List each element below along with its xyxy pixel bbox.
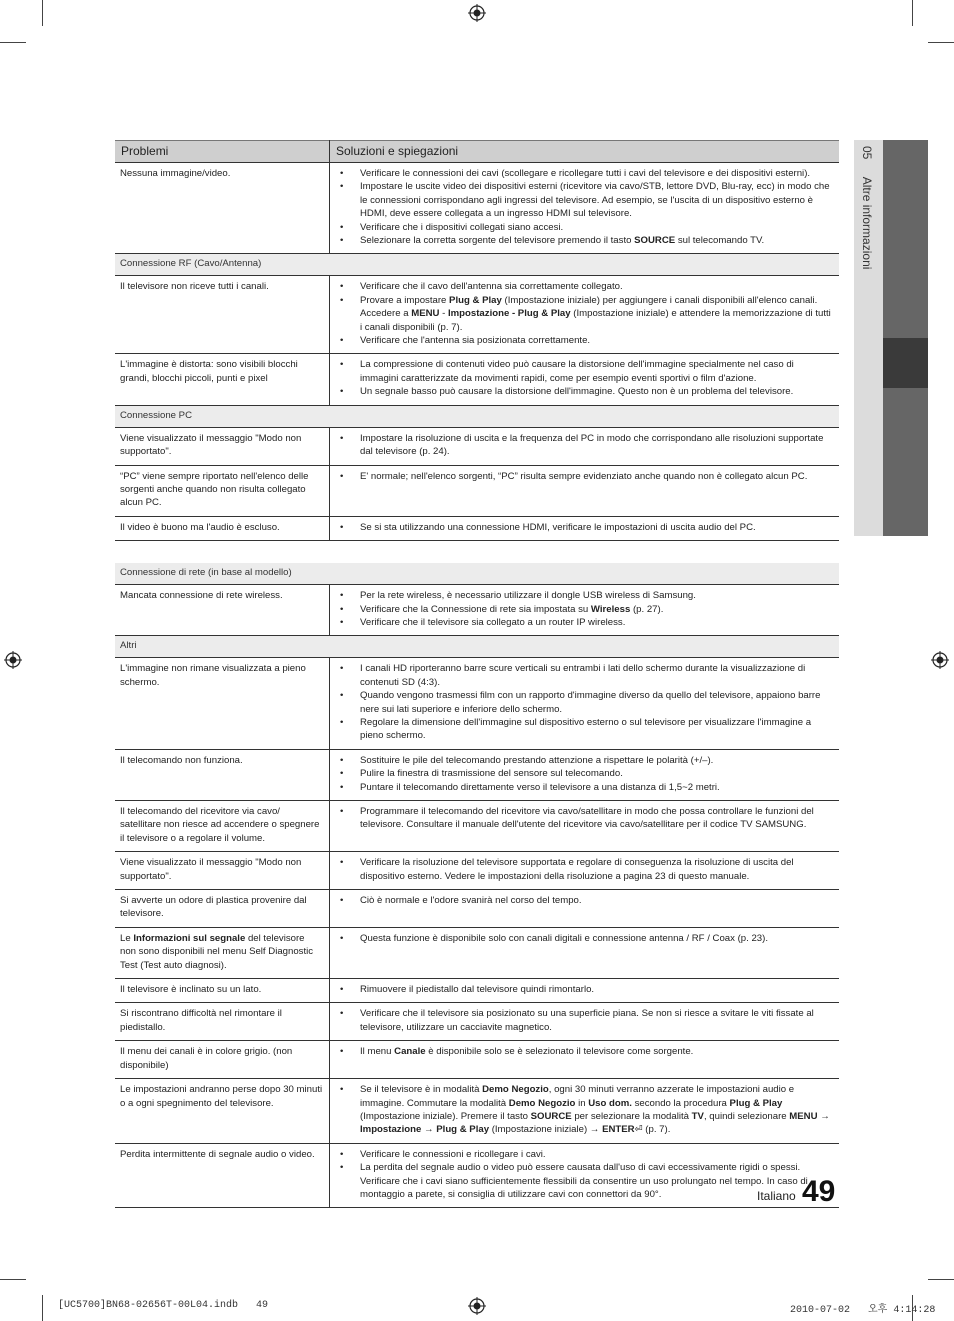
section-label: Connessione RF (Cavo/Antenna) xyxy=(115,254,839,276)
solution-list xyxy=(338,662,831,742)
solution-list xyxy=(338,521,831,534)
solution-text: Regolare la dimensione dell'immagine sul dispositivo esterno o sul televisore per visualizzare l'immagine a pieno schermo. xyxy=(360,716,812,742)
solution-item xyxy=(338,521,831,534)
bullet-icon: • xyxy=(340,590,344,602)
crop-mark xyxy=(928,1279,954,1280)
bullet-icon: • xyxy=(340,781,344,793)
problem-cell: Viene visualizzato il messaggio "Modo non supportato". xyxy=(115,427,330,465)
chapter-number: 05 xyxy=(860,146,874,160)
solution-item xyxy=(338,781,831,794)
problem-cell: Le Informazioni sul segnale del televisore non sono disponibili nel menu Self Diagnostic Test (Test auto diagnosi). xyxy=(115,927,330,978)
crop-mark xyxy=(42,0,43,26)
header-problems: Problemi xyxy=(115,141,330,163)
solution-list xyxy=(338,1083,831,1137)
solution-list xyxy=(338,805,831,832)
bullet-icon: • xyxy=(340,1084,344,1096)
problem-cell: Si avverte un odore di plastica provenire dal televisore. xyxy=(115,890,330,928)
solution-cell xyxy=(330,276,840,354)
table-row xyxy=(115,1143,839,1208)
bullet-icon: • xyxy=(340,690,344,702)
solution-item xyxy=(338,385,831,398)
bullet-icon: • xyxy=(340,663,344,675)
bullet-icon: • xyxy=(340,716,344,728)
solution-text: E' normale; nell'elenco sorgenti, “PC” risulta sempre evidenziato anche quando non è collegato alcun PC. xyxy=(360,470,808,482)
solution-text: Verificare che i dispositivi collegati siano accesi. xyxy=(360,221,564,233)
solution-text: Impostare la risoluzione di uscita e la frequenza del PC in modo che corrispondano alle risoluzioni supportate dal televisore (p. 24). xyxy=(360,432,824,458)
solution-list xyxy=(338,754,831,794)
solution-item xyxy=(338,716,831,743)
solution-text: Questa funzione è disponibile solo con canali digitali e connessione antenna / RF / Coax (p. 23). xyxy=(360,932,768,944)
crop-mark xyxy=(42,1295,43,1321)
solution-text: Il menu Canale è disponibile solo se è selezionato il televisore come sorgente. xyxy=(360,1046,694,1058)
bullet-icon: • xyxy=(340,235,344,247)
solution-cell xyxy=(330,852,840,890)
solution-text: Verificare le connessioni dei cavi (scollegare e ricollegare tutti i cavi del televisore e dei dispositivi esterni). xyxy=(360,168,811,179)
problem-cell: L'immagine è distorta: sono visibili blocchi grandi, blocchi piccoli, punti e pixel xyxy=(115,354,330,405)
solution-item xyxy=(338,280,831,293)
spacer-row xyxy=(115,541,839,564)
table-row xyxy=(115,927,839,978)
section-row xyxy=(115,636,839,658)
table-row xyxy=(115,163,839,254)
print-slug-file: [UC5700]BN68-02656T-00L04.indb 49 xyxy=(58,1300,269,1311)
problem-cell: Nessuna immagine/video. xyxy=(115,163,330,254)
table-row xyxy=(115,354,839,405)
spacer-cell xyxy=(115,541,839,564)
table-row xyxy=(115,1079,839,1144)
problem-cell: Viene visualizzato il messaggio "Modo non supportato". xyxy=(115,852,330,890)
solution-text: Programmare il telecomando del ricevitore via cavo/satellitare in modo che possa controllare le funzioni del televisore. Consultare il manuale dell'utente del ricevitore via cavo/satellitare per il codice TV SAMSUNG. xyxy=(360,806,814,831)
problem-cell: Il telecomando non funziona. xyxy=(115,749,330,800)
solution-text: Pulire la finestra di trasmissione del sensore sul telecomando. xyxy=(360,768,623,780)
registration-mark-icon xyxy=(468,4,486,22)
solution-text: Quando vengono trasmessi film con un rapporto d'immagine diverso da quello del televisore, appaiono barre nere sui lati superiore e inferiore dello schermo. xyxy=(360,690,821,715)
bullet-icon: • xyxy=(340,470,344,482)
bullet-icon: • xyxy=(340,616,344,628)
solution-cell xyxy=(330,1079,840,1144)
problem-cell: Il video è buono ma l'audio è escluso. xyxy=(115,516,330,540)
solution-text: Ciò è normale e l'odore svanirà nel corso del tempo. xyxy=(360,895,582,907)
solution-item xyxy=(338,470,831,483)
bullet-icon: • xyxy=(340,432,344,444)
solution-item xyxy=(338,1007,831,1034)
crop-mark xyxy=(912,0,913,26)
problem-cell: Si riscontrano difficoltà nel rimontare il piedistallo. xyxy=(115,1003,330,1041)
solution-item xyxy=(338,856,831,883)
solution-list xyxy=(338,470,831,483)
section-row xyxy=(115,254,839,276)
bullet-icon: • xyxy=(340,768,344,780)
table-row xyxy=(115,979,839,1003)
solution-item xyxy=(338,1045,831,1058)
section-row xyxy=(115,405,839,427)
solution-cell xyxy=(330,163,840,254)
bullet-icon: • xyxy=(340,1046,344,1058)
table-row xyxy=(115,427,839,465)
problem-cell: Il televisore è inclinato su un lato. xyxy=(115,979,330,1003)
solution-item xyxy=(338,294,831,334)
problem-cell: “PC” viene sempre riportato nell'elenco delle sorgenti anche quando non risulta collegato alcun PC. xyxy=(115,465,330,516)
solution-item xyxy=(338,180,831,220)
bullet-icon: • xyxy=(340,221,344,233)
solution-list xyxy=(338,932,831,945)
solution-cell xyxy=(330,890,840,928)
bullet-icon: • xyxy=(340,806,344,817)
page-number: 49 xyxy=(802,1175,836,1208)
solution-text: La compressione di contenuti video può causare la distorsione dell'immagine specialmente nel caso di immagini caratterizzate da movimenti rapidi, come per esempio eventi sportivi o film d'azione. xyxy=(360,359,794,384)
bullet-icon: • xyxy=(340,521,344,533)
solution-text: Per la rete wireless, è necessario utilizzare il dongle USB wireless di Samsung. xyxy=(360,590,696,602)
solution-text: Verificare che l'antenna sia posizionata correttamente. xyxy=(360,335,591,347)
problem-cell: L'immagine non rimane visualizzata a pieno schermo. xyxy=(115,658,330,749)
crop-mark xyxy=(0,42,26,43)
problem-cell: Mancata connessione di rete wireless. xyxy=(115,585,330,636)
solution-cell xyxy=(330,465,840,516)
solution-text: Verificare che il cavo dell'antenna sia correttamente collegato. xyxy=(360,281,623,293)
solution-text: Un segnale basso può causare la distorsione dell'immagine. Questo non è un problema del televisore. xyxy=(360,386,794,398)
problem-cell: Il telecomando del ricevitore via cavo/ satellitare non riesce ad accendere o spegnere il televisore o a regolare il volume. xyxy=(115,801,330,852)
bullet-icon: • xyxy=(340,359,344,371)
solution-text: Sostituire le pile del telecomando prestando attenzione a rispettare le polarità (+/–). xyxy=(360,754,714,766)
registration-mark-icon xyxy=(931,651,949,669)
solution-item xyxy=(338,221,831,234)
table-body xyxy=(115,163,839,1208)
solution-list xyxy=(338,983,831,996)
solution-text: Puntare il telecomando direttamente verso il televisore a una distanza di 1,5~2 metri. xyxy=(360,781,720,793)
chapter-title: Altre informazioni xyxy=(860,176,874,270)
solution-cell xyxy=(330,427,840,465)
solution-item xyxy=(338,616,831,629)
bullet-icon: • xyxy=(340,294,344,306)
table-row xyxy=(115,585,839,636)
solution-list xyxy=(338,167,831,247)
solution-cell xyxy=(330,1041,840,1079)
solution-list xyxy=(338,1007,831,1034)
chapter-tab xyxy=(854,140,928,536)
solution-list xyxy=(338,280,831,347)
section-label: Connessione di rete (in base al modello) xyxy=(115,563,839,585)
bullet-icon: • xyxy=(340,984,344,996)
footer-language: Italiano xyxy=(757,1189,796,1203)
table-row xyxy=(115,1041,839,1079)
solution-item xyxy=(338,234,831,247)
table-row xyxy=(115,749,839,800)
solution-item xyxy=(338,754,831,767)
solution-item xyxy=(338,932,831,945)
bullet-icon: • xyxy=(340,1008,344,1020)
solution-text: Rimuovere il piedistallo dal televisore quindi rimontarlo. xyxy=(360,984,595,996)
print-slug-date: 2010-07-02 오후 4:14:28 xyxy=(790,1305,936,1316)
solution-item xyxy=(338,358,831,385)
solution-item xyxy=(338,432,831,459)
solution-item xyxy=(338,334,831,347)
registration-mark-icon xyxy=(4,651,22,669)
solution-list xyxy=(338,856,831,883)
header-solutions: Soluzioni e spiegazioni xyxy=(330,141,840,163)
solution-text: Selezionare la corretta sorgente del televisore premendo il tasto SOURCE sul telecomando TV. xyxy=(360,235,765,247)
chapter-tab-marker xyxy=(883,338,928,388)
table-row xyxy=(115,465,839,516)
solution-text: Verificare la risoluzione del televisore supportata e regolare di conseguenza la risoluzione di uscita del dispositivo esterno. Vedere le impostazioni della risoluzione a pagina 23 di questo manuale. xyxy=(360,857,794,882)
bullet-icon: • xyxy=(340,895,344,907)
solution-item xyxy=(338,767,831,780)
solution-list xyxy=(338,1045,831,1058)
crop-mark xyxy=(928,42,954,43)
solution-text: Verificare le connessioni e ricollegare i cavi. xyxy=(360,1148,546,1160)
bullet-icon: • xyxy=(340,386,344,398)
solution-cell xyxy=(330,979,840,1003)
solution-item xyxy=(338,1083,831,1137)
solution-item xyxy=(338,167,831,180)
table-row xyxy=(115,658,839,749)
table-row xyxy=(115,276,839,354)
solution-item xyxy=(338,589,831,602)
solution-item xyxy=(338,662,831,689)
solution-item xyxy=(338,894,831,907)
solution-text: Se il televisore è in modalità Demo Negozio, ogni 30 minuti verranno azzerate le impostazioni audio e immagine. Commutare la modalità Demo Negozio in Uso dom. secondo la procedura Plug & Play (Impostazione iniziale). Premere il tasto SOURCE per selezionare la modalità TV, quindi selezionare MENU → Impostazione → Plug & Play (Impostazione iniziale) → ENTER⏎ (p. 7). xyxy=(360,1084,830,1136)
solution-text: I canali HD riporteranno barre scure verticali su entrambi i lati dello schermo durante la visualizzazione di contenuti SD (4:3). xyxy=(360,663,806,688)
crop-mark xyxy=(0,1279,26,1280)
solution-cell xyxy=(330,585,840,636)
problem-cell: Il televisore non riceve tutti i canali. xyxy=(115,276,330,354)
solution-cell xyxy=(330,354,840,405)
bullet-icon: • xyxy=(340,603,344,615)
solution-list xyxy=(338,894,831,907)
solution-text: Impostare le uscite video dei dispositivi esterni (ricevitore via cavo/STB, lettore DVD, Blu-ray, ecc) in modo che le connessioni corrispondano agli ingressi del televisore. Ad esempio, se l'uscita di un dispositivo esterno è HDMI, deve essere collegata a un ingresso HDMI sul televisore. xyxy=(360,181,830,220)
solution-cell xyxy=(330,749,840,800)
solution-cell xyxy=(330,658,840,749)
solution-item xyxy=(338,983,831,996)
bullet-icon: • xyxy=(340,857,344,869)
solution-item xyxy=(338,805,831,832)
bullet-icon: • xyxy=(340,281,344,293)
chapter-label xyxy=(860,146,874,269)
bullet-icon: • xyxy=(340,1162,344,1174)
table-row xyxy=(115,801,839,852)
problem-cell: Perdita intermittente di segnale audio o video. xyxy=(115,1143,330,1208)
solution-list xyxy=(338,589,831,629)
solution-cell xyxy=(330,1003,840,1041)
bullet-icon: • xyxy=(340,932,344,944)
bullet-icon: • xyxy=(340,754,344,766)
solution-item xyxy=(338,1148,831,1161)
bullet-icon: • xyxy=(340,1148,344,1160)
bullet-icon: • xyxy=(340,181,344,193)
problem-cell: Il menu dei canali è in colore grigio. (non disponibile) xyxy=(115,1041,330,1079)
solution-list xyxy=(338,432,831,459)
bullet-icon: • xyxy=(340,335,344,347)
solution-text: Verificare che il televisore sia posizionato su una superficie piana. Se non si riesce a svitare le viti fissate al televisore, utilizzare un cacciavite magnetico. xyxy=(360,1008,814,1033)
solution-text: Se si sta utilizzando una connessione HDMI, verificare le impostazioni di uscita audio del PC. xyxy=(360,521,756,533)
table-row xyxy=(115,1003,839,1041)
solution-text: Provare a impostare Plug & Play (Impostazione iniziale) per aggiungere i canali disponibili all'elenco canali. Accedere a MENU - Impostazione - Plug & Play (Impostazione iniziale) e attendere la memorizzazione di tutti i canali disponibili (p. 7). xyxy=(360,294,831,333)
solution-list xyxy=(338,358,831,398)
bullet-icon: • xyxy=(340,168,344,179)
problem-cell: Le impostazioni andranno perse dopo 30 minuti o a ogni spegnimento del televisore. xyxy=(115,1079,330,1144)
registration-mark-icon xyxy=(468,1297,486,1315)
solution-item xyxy=(338,603,831,616)
section-label: Altri xyxy=(115,636,839,658)
section-label: Connessione PC xyxy=(115,405,839,427)
solution-item xyxy=(338,689,831,716)
solution-cell xyxy=(330,927,840,978)
solution-cell xyxy=(330,516,840,540)
troubleshooting-table xyxy=(115,140,839,1208)
solution-text: La perdita del segnale audio o video può essere causata dall'uso di cavi eccessivamente rigidi o spessi. Verificare che i cavi siano sufficientemente flessibili da consentire un uso prolungato nel tempo. In caso di montaggio a parete, si consiglia di utilizzare cavi con connettori da 90°. xyxy=(360,1162,808,1200)
table-row xyxy=(115,890,839,928)
section-row xyxy=(115,563,839,585)
table-row xyxy=(115,852,839,890)
solution-text: Verificare che il televisore sia collegato a un router IP wireless. xyxy=(360,616,626,628)
solution-text: Verificare che la Connessione di rete sia impostata su Wireless (p. 27). xyxy=(360,603,664,615)
solution-cell xyxy=(330,801,840,852)
table-header xyxy=(115,141,839,163)
table-row xyxy=(115,516,839,540)
